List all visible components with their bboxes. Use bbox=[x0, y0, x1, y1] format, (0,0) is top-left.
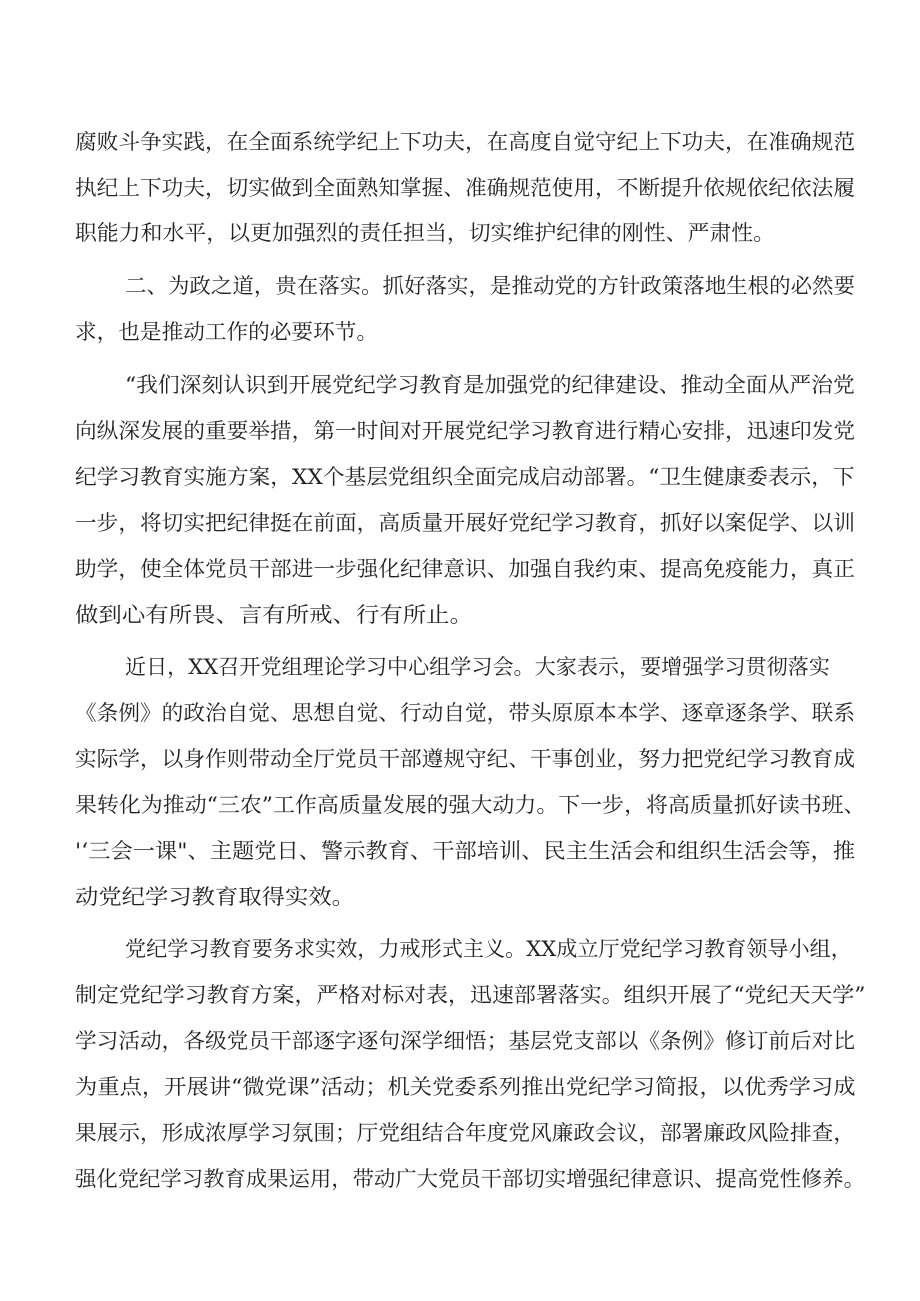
text-line: 一步，将切实把纪律挺在前面，高质量开展好党纪学习教育，抓好以案促学、以训 bbox=[75, 511, 855, 535]
text-line: 执纪上下功夫，切实做到全面熟知掌握、准确规范使用，不断提升依规依纪依法履 bbox=[75, 176, 855, 200]
text-line: 做到心有所畏、言有所戒、行有所止。 bbox=[75, 603, 474, 627]
text-line: 腐败斗争实践，在全面系统学纪上下功夫，在高度自觉守纪上下功夫，在准确规范 bbox=[75, 130, 855, 154]
text-line: 果展示，形成浓厚学习氛围；厅党组结合年度党风廉政会议，部署廉政风险排查， bbox=[75, 1121, 855, 1145]
text-line: 职能力和水平，以更加强烈的责任担当，切实维护纪律的刚性、严肃性。 bbox=[75, 221, 775, 245]
text-line: 《条例》的政治自觉、思想自觉、行动自觉，带头原原本本学、逐章逐条学、联系 bbox=[75, 701, 855, 725]
text-line: 向纵深发展的重要举措，第一时间对开展党纪学习教育进行精心安排，迅速印发党 bbox=[75, 419, 855, 443]
text-line: 求，也是推动工作的必要环节。 bbox=[75, 320, 378, 344]
text-line: 动党纪学习教育取得实效。 bbox=[75, 885, 355, 909]
text-line: “我们深刻认识到开展党纪学习教育是加强党的纪律建设、推动全面从严治党 bbox=[125, 373, 855, 397]
text-line: 近日，XX召开党组理论学习中心组学习会。大家表示，要增强学习贯彻落实 bbox=[125, 655, 830, 679]
text-line: 纪学习教育实施方案，XX个基层党组织全面完成启动部署。“卫生健康委表示，下 bbox=[75, 465, 855, 489]
text-line: 为重点，开展讲“微党课”活动；机关党委系列推出党纪学习简报，以优秀学习成 bbox=[75, 1075, 856, 1099]
text-line: 学习活动，各级党员干部逐字逐句深学细悟；基层党支部以《条例》修订前后对比 bbox=[75, 1029, 855, 1053]
text-line: 助学，使全体党员干部进一步强化纪律意识、加强自我约束、提高免疫能力，真正 bbox=[75, 557, 855, 581]
text-line: 二、为政之道，贵在落实。抓好落实，是推动党的方针政策落地生根的必然要 bbox=[125, 274, 855, 298]
text-line: 党纪学习教育要务求实效，力戒形式主义。XX成立厅党纪学习教育领导小组， bbox=[125, 937, 852, 961]
text-line: 制定党纪学习教育方案，严格对标对表，迅速部署落实。组织开展了“党纪天天学” bbox=[75, 983, 866, 1007]
text-line: 强化党纪学习教育成果运用，带动广大党员干部切实增强纪律意识、提高党性修养。 bbox=[75, 1167, 865, 1191]
text-line: 果转化为推动“三农”工作高质量发展的强大动力。下一步，将高质量抓好读书班、 bbox=[75, 793, 866, 817]
text-line: '‘三会一课"、主题党日、警示教育、干部培训、民主生活会和组织生活会等，推 bbox=[75, 839, 856, 863]
text-line: 实际学，以身作则带动全厅党员干部遵规守纪、干事创业，努力把党纪学习教育成 bbox=[75, 747, 855, 771]
